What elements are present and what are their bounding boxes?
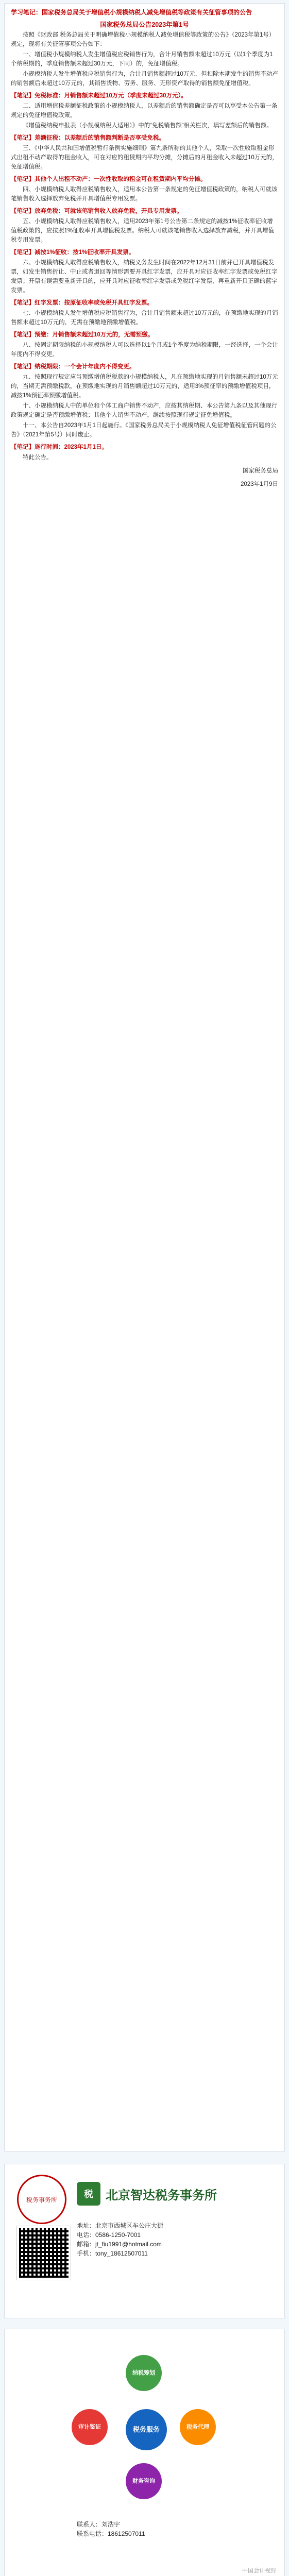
paragraph: 十一、本公告自2023年1月1日起施行。《国家税务总局关于小规模纳税人免征增值税征管问题的公告》（2021年第5号）同时废止。: [11, 422, 277, 438]
watermark: 中国会计视野: [242, 2568, 276, 2574]
firm-email[interactable]: 邮箱：jt_fiu1991@hotmail.com: [77, 2241, 162, 2248]
signature-date: 2023年1月9日: [241, 481, 278, 487]
contact-phone: 联系电话：18612507011: [77, 2530, 145, 2537]
paragraph: 一、增值税小规模纳税人发生增值税应税销售行为，合计月销售额未超过10万元（以1个季度为1个纳税期的，季度销售额未超过30万元，下同）的，免征增值税。: [11, 52, 273, 67]
footer-contact: [77, 2520, 145, 2538]
firm-contact: [77, 2221, 278, 2258]
firm-phone: 电话：0586-1250-7001: [77, 2231, 141, 2239]
paragraph: 九、按照现行规定应当预缴增值税税款的小规模纳税人，凡在预缴地实现的月销售额未超过10万元的，当期无需预缴税款。在预缴地实现的月销售额超过10万元的，适用3%预征率的预缴增值税项目，减按1%预征率预缴增值税。: [11, 374, 278, 399]
firm-name: 北京智达税务事务所: [106, 2188, 217, 2202]
paragraph: 四、小规模纳税人取得应税销售收入，适用本公告第一条规定的免征增值税政策的，纳税人可就该笔销售收入选择放弃免税并开具增值税专用发票。: [11, 187, 278, 202]
seal-text: 税务事务所: [26, 2196, 57, 2204]
paragraph: 七、小规模纳税人发生增值税应税销售行为，合计月销售额未超过10万元的，在预缴地实现的月销售额未超过10万元的，无需在预缴地预缴增值税。: [11, 310, 278, 326]
paragraph: 特此公告。: [23, 454, 53, 461]
service-item: 税务代理: [180, 2409, 216, 2445]
note: 【笔记】减按1%征收：按1%征收率开具发票。: [11, 249, 135, 256]
paragraph: 三、《中华人民共和国增值税暂行条例实施细则》第九条所称的其他个人，采取一次性收取租金形式出租不动产取得的租金收入，可在对应的租赁期内平均分摊，分摊后的月租金收入未超过10万元的，免征增值税。: [11, 145, 278, 170]
seal-stamp: [17, 2175, 66, 2224]
firm-logo-icon: [77, 2182, 100, 2206]
note: 【笔记】差额征税：以差额后的销售额判断是否享受免税。: [11, 135, 165, 141]
note: 【笔记】施行时间：2023年1月1日。: [11, 444, 108, 450]
note: 【笔记】其他个人出租不动产：一次性收取的租金可在租赁期内平均分摊。: [11, 176, 207, 182]
note: 【笔记】免税标准：月销售额未超过10万元（季度未超过30万元）。: [11, 93, 187, 99]
firm-card: [4, 2164, 285, 2318]
study-note: 学习笔记：国家税务总局关于增值税小规模纳税人减免增值税等政策有关征管事项的公告: [11, 9, 252, 16]
service-footer: [4, 2329, 285, 2576]
paragraph: 十、小规模纳税人中的单位和个体工商户销售不动产，应按其纳税期、本公告第九条以及其他现行政策规定确定是否预缴增值税；其他个人销售不动产，继续按照现行规定征免增值税。: [11, 403, 278, 418]
paragraph: 《增值税纳税申报表（小规模纳税人适用）》中的“免税销售额”相关栏次，填写差额后的销售额。: [23, 123, 273, 129]
qr-code-icon: [17, 2226, 71, 2280]
paragraph: 二、适用增值税差额征税政策的小规模纳税人，以差额后的销售额确定是否可以享受本公告第一条规定的免征增值税政策。: [11, 103, 278, 118]
contact-name: 联系人：刘浩宇: [77, 2521, 121, 2528]
logo-text: 税: [84, 2189, 93, 2199]
firm-address: 地址：北京市西城区车公庄大街: [77, 2222, 164, 2229]
service-item: 纳税筹划: [126, 2355, 162, 2391]
paragraph: 五、小规模纳税人取得应税销售收入，适用2023年第1号公告第二条规定的减按1%征收率征收增值税政策的，应按照1%征收率开具增值税发票。纳税人可就该笔销售收入选择放弃减税，并开具增值税专用发票。: [11, 218, 275, 243]
document-body: [4, 3, 285, 2151]
paragraph: 八、按固定期限纳税的小规模纳税人可以选择以1个月或1个季度为纳税期限，一经选择，一个会计年度内不得变更。: [11, 342, 278, 358]
doc-title: 国家税务总局公告2023年第1号: [100, 21, 189, 28]
signature-org: 国家税务总局: [243, 468, 278, 474]
service-item: 审计鉴证: [72, 2409, 108, 2445]
note: 【笔记】纳税期限：一个会计年度内不得变更。: [11, 364, 135, 370]
note: 【笔记】红字发票：按原征收率或免税开具红字发票。: [11, 300, 153, 306]
paragraph: 小规模纳税人发生增值税应税销售行为，合计月销售额超过10万元，但扣除本期发生的销售不动产的销售额后未超过10万元的，其销售货物、劳务、服务、无形资产取得的销售额免征增值税。: [11, 71, 278, 87]
service-diagram: [66, 2350, 221, 2504]
paragraph: 按照《财政部 税务总局关于明确增值税小规模纳税人减免增值税等政策的公告》（2023年第1号）规定，现将有关征管事项公告如下：: [11, 32, 275, 47]
paragraph: 六、小规模纳税人取得应税销售收入，纳税义务发生时间在2022年12月31日前并已开具增值税发票，如发生销售折让、中止或者退回等情形需要开具红字发票，应开具对应征收率红字发票或免税红字发票；开票有误需要重新开具的，应开具对应征收率红字发票或免税红字发票，再重新开具正确的蓝字发票。: [11, 260, 278, 294]
service-item: 财务咨询: [126, 2463, 162, 2499]
firm-mobile: 手机：tony_18612507011: [77, 2250, 148, 2257]
note: 【笔记】预缴：月销售额未超过10万元的，无需预缴。: [11, 332, 154, 338]
service-center: 税务服务: [126, 2409, 167, 2450]
note: 【笔记】放弃免税：可就该笔销售收入放弃免税，开具专用发票。: [11, 208, 183, 214]
